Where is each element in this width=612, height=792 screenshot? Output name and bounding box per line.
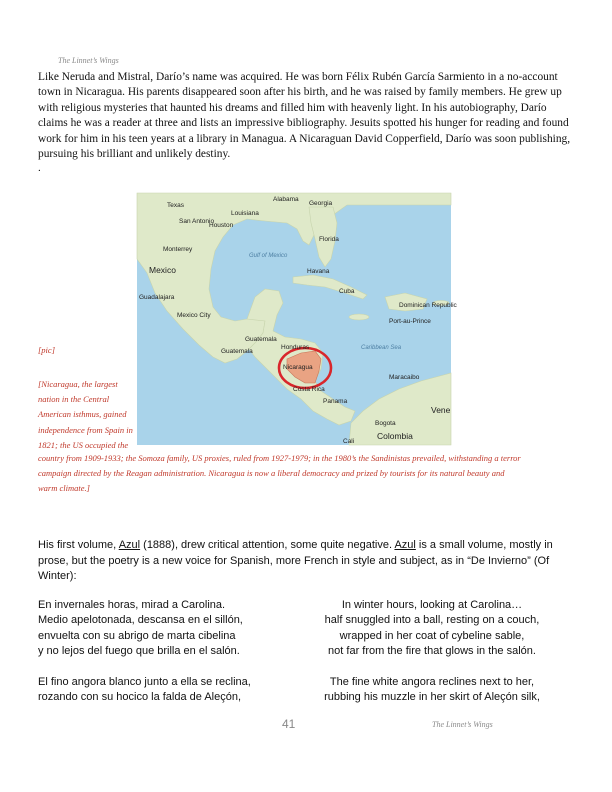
map-label-venezuela: Vene <box>431 405 451 415</box>
map-graphic <box>137 193 457 445</box>
map-label-costa-rica: Costa Rica <box>293 386 325 393</box>
poem-line: The fine white angora reclines next to her, <box>329 675 535 688</box>
caption-line: 1821; the US occupied the <box>38 439 129 450</box>
caption-line: campaign directed by the Reagan administration. Nicaragua is now a liberal democracy and prized by tourists for its natural beauty and <box>38 468 505 479</box>
map-label-florida: Florida <box>319 236 339 243</box>
book-title-azul: Azul <box>118 539 141 551</box>
book-title-azul: Azul <box>394 539 416 551</box>
poem-line: envuelta con su abrigo de marta cibelina <box>38 629 236 642</box>
map-label-cali: Cali <box>343 438 355 445</box>
map-label-dominican: Dominican Republic <box>399 302 457 309</box>
map-label-gulf: Gulf of Mexico <box>249 253 288 259</box>
body-paragraph: Like Neruda and Mistral, Darío’s name was acquired. He was born Félix Rubén García Sarmiento in a no-account town in Nicaragua. His parents disappeared soon after his birth, and he was raised by family members. He grew up with religious mysteries that haunted his dreams and filled him with heavenly light. In his autobiography, Darío claims he was a reader at three and lists an impressive bibliography. Jesuits spotted his hunger for reading and found work for him in his teen years at a library in Managua. A Nicaraguan David Copperfield, Darío was soon publishing, pursuing his brilliant and unlikely destiny. <box>38 71 571 161</box>
caption-line: American isthmus, gained <box>38 409 127 420</box>
map-label-monterrey: Monterrey <box>163 246 193 253</box>
stanza-break <box>38 660 308 675</box>
map-label-mexico: Mexico <box>149 265 176 275</box>
map-label-guatemala: Guatemala <box>245 336 277 343</box>
caption-line: independence from Spain in <box>38 424 133 435</box>
map-label-alabama: Alabama <box>273 196 299 203</box>
map-label-nicaragua: Nicaragua <box>283 364 313 371</box>
azul-paragraph <box>38 538 578 585</box>
poem-spanish <box>38 598 308 706</box>
running-head: The Linnet’s Wings <box>58 56 119 65</box>
map-label-mexico-city: Mexico City <box>177 312 211 319</box>
map-label-georgia: Georgia <box>309 200 333 207</box>
caption-line: [Nicaragua, the largest <box>38 379 118 389</box>
poem-line: y no lejos del fuego que brilla en el salón. <box>38 645 240 658</box>
map-label-honduras: Honduras <box>281 344 310 351</box>
map-label-louisiana: Louisiana <box>231 210 259 217</box>
poem-line: not far from the fire that glows in the salón. <box>328 645 536 658</box>
map-label-panama: Panama <box>323 398 348 405</box>
poem-line: In winter hours, looking at Carolina… <box>341 599 523 611</box>
page-number: 41 <box>282 717 296 731</box>
poem-english <box>322 598 542 706</box>
caption-line: nation in the Central <box>38 394 110 405</box>
map-label-texas: Texas <box>167 202 184 209</box>
poem-line: rubbing his muzzle in her skirt of Aleçón silk, <box>324 691 540 704</box>
azul-paragraph-part: (1888), drew critical attention, some quite negative. <box>140 539 395 551</box>
caption-line: warm climate.] <box>38 483 90 494</box>
poem-line: wrapped in her coat of cybeline sable, <box>339 629 525 642</box>
caption-tag: [pic] <box>38 345 55 355</box>
map-label-bogota: Bogota <box>375 420 396 427</box>
map-label-guatemala-city: Guatemala <box>221 348 253 355</box>
map-label-colombia: Colombia <box>377 431 413 441</box>
caption-line: country from 1909-1933; the Somoza family, US proxies, ruled from 1927-1979; in the 1980’s the Sandinistas prevailed, withstanding a terror <box>38 453 521 463</box>
poem-line: rozando con su hocico la falda de Aleçón, <box>38 691 242 704</box>
azul-paragraph-part: is a small volume, mostly in prose, but the poetry is a new voice for Spanish, more French in style and subject, as in “De Invierno” (Of Winter): <box>38 539 553 583</box>
poem-line: Medio apelotonada, descansa en el sillón, <box>38 614 243 627</box>
azul-paragraph-part: His first volume, <box>38 539 119 551</box>
caption-side-text <box>38 377 138 453</box>
map-label-cuba: Cuba <box>339 288 355 295</box>
map-label-maracaibo: Maracaibo <box>389 374 420 381</box>
poem-line: En invernales horas, mirad a Carolina. <box>38 599 226 611</box>
poem-line: half snuggled into a ball, resting on a couch, <box>324 614 540 627</box>
stray-mark: . <box>38 162 41 174</box>
running-foot: The Linnet’s Wings <box>432 720 493 729</box>
nicaragua-map-image <box>137 193 457 445</box>
map-label-san-antonio: San Antonio <box>179 218 215 225</box>
stanza-break <box>322 660 542 675</box>
map-label-houston: Houston <box>209 222 234 229</box>
map-label-guadalajara: Guadalajara <box>139 294 175 301</box>
map-label-caribbean: Caribbean Sea <box>361 345 402 351</box>
map-label-port-au-prince: Port-au-Prince <box>389 318 431 325</box>
caption-wide-text <box>38 451 558 497</box>
poem-line: El fino angora blanco junto a ella se reclina, <box>38 675 251 688</box>
map-label-havana: Havana <box>307 268 330 275</box>
map-land-jamaica <box>349 314 369 320</box>
